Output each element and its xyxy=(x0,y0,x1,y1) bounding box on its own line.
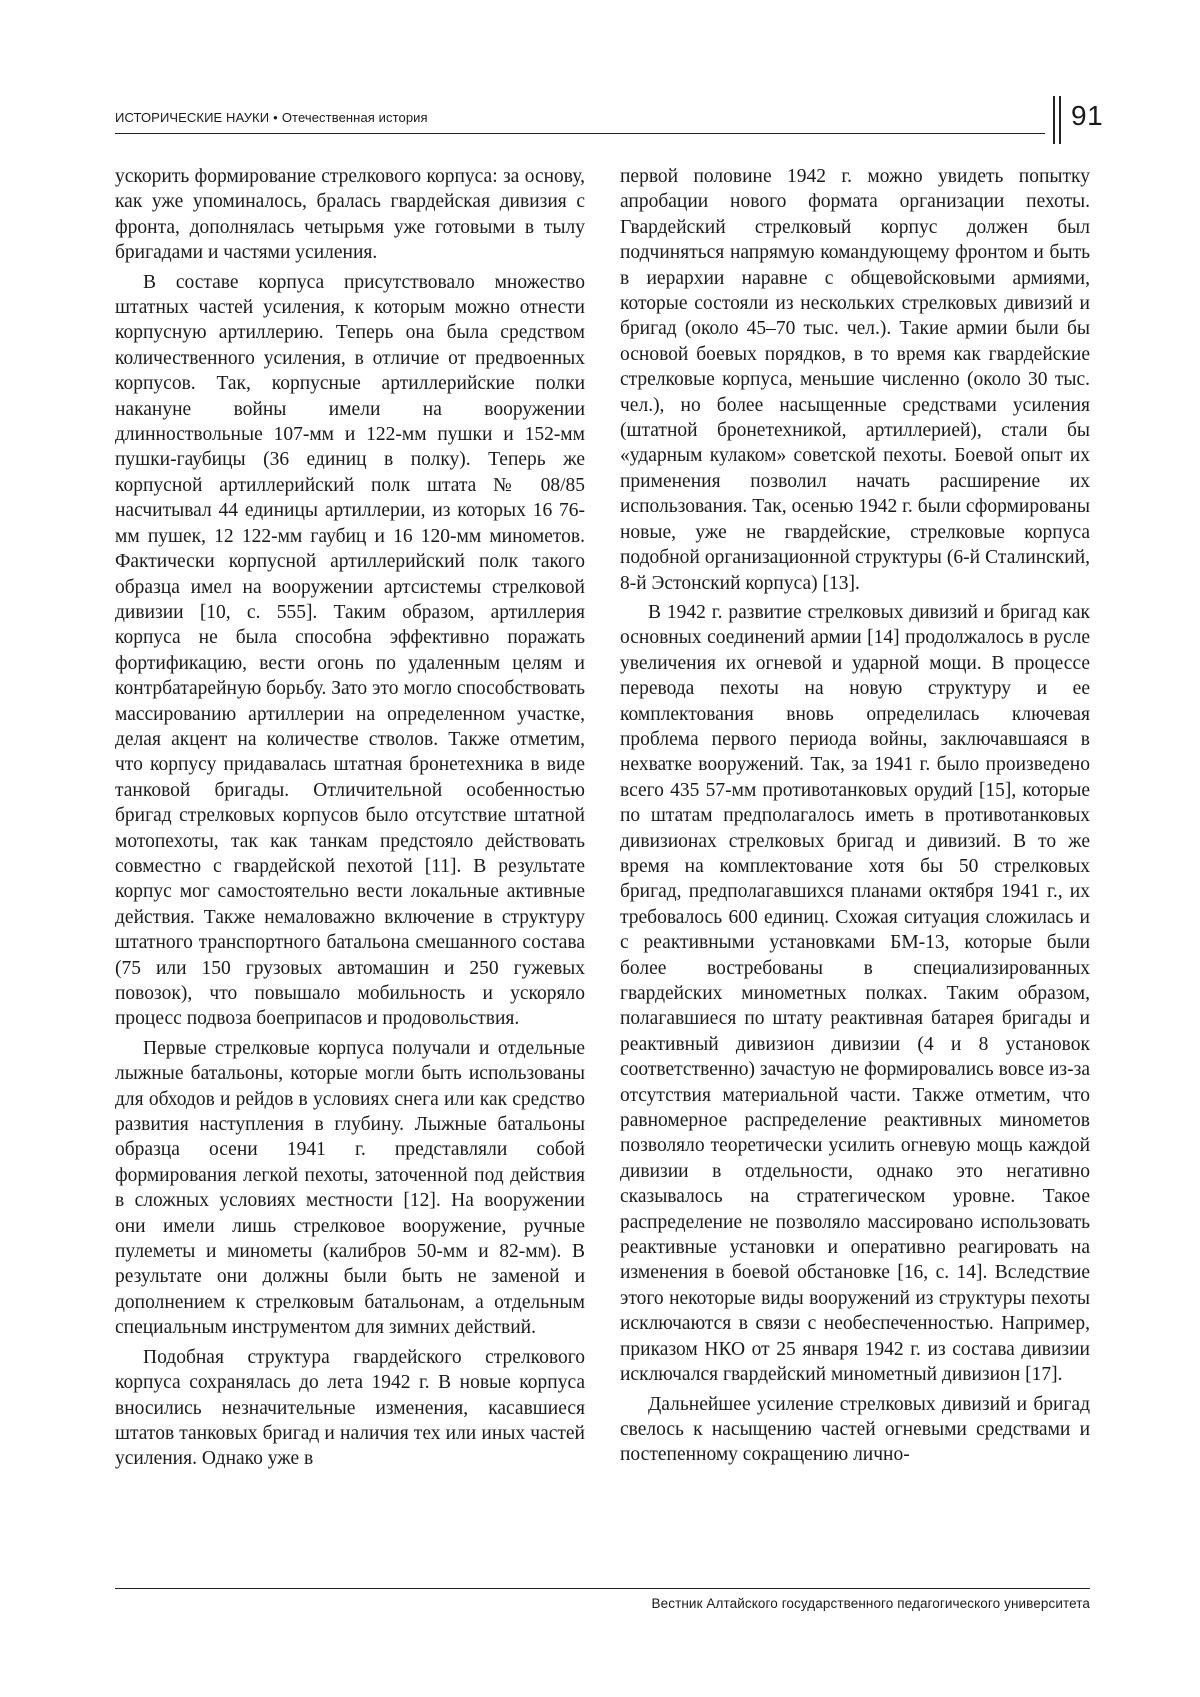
journal-title: Вестник Алтайского государственного педагогического университета xyxy=(651,1596,1090,1611)
page-number: 91 xyxy=(1071,100,1104,131)
header-subsection: Отечественная история xyxy=(281,109,428,125)
paragraph: В 1942 г. развитие стрелковых дивизий и бригад как основных соединений армии [14] продолжалось в русле увеличения их огневой и ударной мощи. В процессе перевода пехоты на новую структуру и ее комплектования вновь определилась ключевая проблема первого периода войны, заключавшаяся в нехватке вооружений. Так, за 1941 г. было произведено всего 435 57-мм противотанковых орудий [15], которые по штатам предполагалось иметь в противотанковых дивизионах стрелковых бригад и дивизий. В то же время на комплектование хотя бы 50 стрелковых бригад, предполагавшихся планами октября 1941 г., их требовалось 600 единиц. Схожая ситуация сложилась и с реактивными установками БМ-13, которые были более востребованы в специализированных гвардейских минометных полках. Таким образом, полагавшиеся по штату реактивная батарея бригады и реактивный дивизион дивизии (4 и 8 установок соответственно) зачастую не формировались вовсе из-за отсутствия материальной части. Также отметим, что равномерное распределение реактивных минометов позволяло теоретически усилить огневую мощь каждой дивизии в отдельности, однако это негативно сказывалось на стратегическом уровне. Такое распределение не позволяло массировано использовать реактивные установки и оперативно реагировать на изменения в боевой обстановке [16, с. 14]. Вследствие этого некоторые виды вооружений из структуры пехоты исключаются в связи с необеспеченностью. Например, приказом НКО от 25 января 1942 г. из состава дивизии исключался гвардейский минометный дивизион [17]. xyxy=(620,601,1090,1386)
paragraph: первой половине 1942 г. можно увидеть попытку апробации нового формата организации пехоты. Гвардейский стрелковый корпус должен был подчиняться напрямую командующему фронтом и быть в иерархии наравне с общевойсковыми армиями, которые состояли из нескольких стрелковых дивизий и бригад (около 45–70 тыс. чел.). Такие армии были бы основой боевых порядков, в то время как гвардейские стрелковые корпуса, меньшие численно (около 30 тыс. чел.), но более насыщенные средствами усиления (штатной бронетехникой, артиллерией), стали бы «ударным кулаком» советской пехоты. Боевой опыт их применения позволил начать расширение их использования. Так, осенью 1942 г. были сформированы новые, уже не гвардейские, стрелковые корпуса подобной организационной структуры (6-й Сталинский, 8-й Эстонский корпуса) [13]. xyxy=(620,166,1090,594)
header-vertical-bar xyxy=(1053,96,1055,144)
header-separator: • xyxy=(273,109,278,125)
header-section: ИСТОРИЧЕСКИЕ НАУКИ xyxy=(115,109,270,125)
paragraph: ускорить формирование стрелкового корпуса: за основу, как уже упоминалось, бралась гвардейская дивизия с фронта, дополнялась четырьмя уже готовыми в тылу бригадами и частями усиления. xyxy=(115,166,585,264)
paragraph: Дальнейшее усиление стрелковых дивизий и бригад свелось к насыщению частей огневыми средствами и постепенному сокращению лично- xyxy=(620,1393,1090,1466)
paragraph: В составе корпуса присутствовало множество штатных частей усиления, к которым можно отнести корпусную артиллерию. Теперь она была средством количественного усиления, в отличие от предвоенных корпусов. Так, корпусные артиллерийские полки накануне войны имели на вооружении длинноствольные 107-мм и 122-мм пушки и 152-мм пушки-гаубицы (36 единиц в полку). Теперь же корпусной артиллерийский полк штата № 08/85 насчитывал 44 единицы артиллерии, из которых 16 76-мм пушек, 12 122-мм гаубиц и 16 120-мм минометов. Фактически корпусной артиллерийский полк такого образца имел на вооружении артсистемы стрелковой дивизии [10, с. 555]. Таким образом, артиллерия корпуса не была способна эффективно поражать фортификацию, вести огонь по удаленным целям и контрбатарейную борьбу. Зато это могло способствовать массированию артиллерии на определенном участке, делая акцент на количестве стволов. Также отметим, что корпусу придавалась штатная бронетехника в виде танковой бригады. Отличительной особенностью бригад стрелковых корпусов было отсутствие штатной мотопехоты, так как танкам предстояло действовать совместно с гвардейской пехотой [11]. В результате корпус мог самостоятельно вести локальные активные действия. Также немаловажно включение в структуру штатного транспортного батальона смешанного состава (75 или 150 грузовых автомашин и 250 гужевых повозок), что повышало мобильность и ускоряло процесс подвоза боеприпасов и продовольствия. xyxy=(115,271,585,1030)
paragraph: Первые стрелковые корпуса получали и отдельные лыжные батальоны, которые могли быть использованы для обходов и рейдов в условиях снега или как средство развития наступления в глубину. Лыжные батальоны образца осени 1941 г. представляли собой формирования легкой пехоты, заточенной под действия в сложных условиях местности [12]. На вооружении они имели лишь стрелковое вооружение, ручные пулеметы и минометы (калибров 50-мм и 82-мм). В результате они должны были быть не заменой и дополнением к стрелковым батальонам, а отдельным специальным инструментом для зимних действий. xyxy=(115,1037,585,1339)
right-column xyxy=(620,164,1090,1468)
left-column xyxy=(115,164,585,1472)
running-header xyxy=(115,106,1045,128)
header-vertical-bar xyxy=(1059,96,1061,144)
footer-rule xyxy=(115,1588,1090,1589)
paragraph: Подобная структура гвардейского стрелкового корпуса сохранялась до лета 1942 г. В новые корпуса вносились незначительные изменения, касавшиеся штатов танковых бригад и наличия тех или иных частей усиления. Однако уже в xyxy=(115,1346,585,1470)
header-rule xyxy=(115,133,1045,134)
